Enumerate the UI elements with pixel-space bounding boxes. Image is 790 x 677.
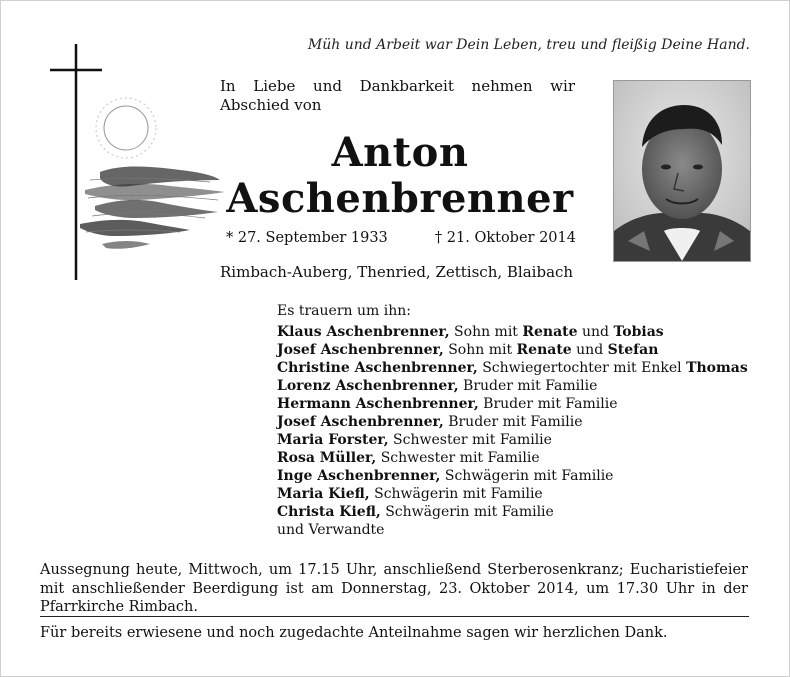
relative-name: Renate xyxy=(516,342,572,358)
mourner-row xyxy=(277,413,748,431)
mourner-name: Maria Forster, xyxy=(277,432,389,448)
deceased-name xyxy=(220,130,580,222)
mourner-row xyxy=(277,341,748,359)
intro-text: In Liebe und Dankbarkeit nehmen wir Abschied von xyxy=(220,77,575,114)
relation-text: Schwägerin mit Familie xyxy=(440,468,614,484)
first-name: Anton xyxy=(331,129,469,176)
mourner-rows xyxy=(277,323,748,521)
relation-text: Bruder mit Familie xyxy=(443,414,583,430)
relative-name: Thomas xyxy=(686,360,748,376)
portrait-image xyxy=(614,81,750,261)
mourner-name: Rosa Müller, xyxy=(277,450,377,466)
relation-text: Bruder mit Familie xyxy=(458,378,598,394)
mourner-name: Hermann Aschenbrenner, xyxy=(277,396,479,412)
mourner-row xyxy=(277,467,748,485)
cross-landscape-illustration xyxy=(40,40,240,280)
mourner-name: Lorenz Aschenbrenner, xyxy=(277,378,459,394)
motto-text: Müh und Arbeit war Dein Leben, treu und fleißig Deine Hand. xyxy=(307,37,750,53)
portrait-photo xyxy=(613,80,751,262)
relation-text: und xyxy=(571,342,608,358)
mourner-row xyxy=(277,485,748,503)
funeral-info: Aussegnung heute, Mittwoch, um 17.15 Uhr, anschließend Sterberosenkranz; Eucharistiefeier mit anschließender Beerdigung ist am Donnerstag, 23. Oktober 2014, um 17.30 Uhr in der Pfarrkirche Rimbach. xyxy=(40,562,748,615)
mourner-name: Josef Aschenbrenner, xyxy=(277,414,444,430)
thanks-text: Für bereits erwiesene und noch zugedachte Anteilnahme sagen wir herzlichen Dank. xyxy=(40,625,668,641)
mourner-row xyxy=(277,449,748,467)
mourner-row xyxy=(277,431,748,449)
places-text: Rimbach-Auberg, Thenried, Zettisch, Blaibach xyxy=(220,263,574,281)
mourner-row xyxy=(277,359,748,377)
relation-text: Schwester mit Familie xyxy=(376,450,540,466)
mourner-row xyxy=(277,377,748,395)
mourner-name: Klaus Aschenbrenner, xyxy=(277,324,450,340)
mourner-name: Inge Aschenbrenner, xyxy=(277,468,441,484)
relative-name: Stefan xyxy=(607,342,659,358)
relation-text: Bruder mit Familie xyxy=(478,396,618,412)
mourner-name: Christa Kiefl, xyxy=(277,504,381,520)
mourner-row xyxy=(277,395,748,413)
moon-icon xyxy=(96,98,156,158)
mourners-closing: und Verwandte xyxy=(277,522,385,538)
mourner-name: Maria Kiefl, xyxy=(277,486,370,502)
mourners-list xyxy=(277,302,748,539)
divider-line xyxy=(40,616,749,617)
mourner-name: Josef Aschenbrenner, xyxy=(277,342,444,358)
relation-text: Schwägerin mit Familie xyxy=(380,504,554,520)
mourners-heading: Es trauern um ihn: xyxy=(277,303,411,319)
relation-text: Schwägerin mit Familie xyxy=(369,486,543,502)
relative-name: Tobias xyxy=(613,324,664,340)
relation-text: und xyxy=(577,324,614,340)
cross-icon xyxy=(50,44,102,280)
mourner-row xyxy=(277,503,748,521)
last-name: Aschenbrenner xyxy=(226,175,574,222)
relation-text: Sohn mit xyxy=(449,324,523,340)
relation-text: Schwiegertochter mit Enkel xyxy=(477,360,687,376)
relation-text: Schwester mit Familie xyxy=(388,432,552,448)
relation-text: Sohn mit xyxy=(443,342,517,358)
death-date: † 21. Oktober 2014 xyxy=(434,230,576,246)
mourner-name: Christine Aschenbrenner, xyxy=(277,360,478,376)
mourner-row xyxy=(277,323,748,341)
relative-name: Renate xyxy=(522,324,578,340)
birth-date: * 27. September 1933 xyxy=(226,230,388,246)
